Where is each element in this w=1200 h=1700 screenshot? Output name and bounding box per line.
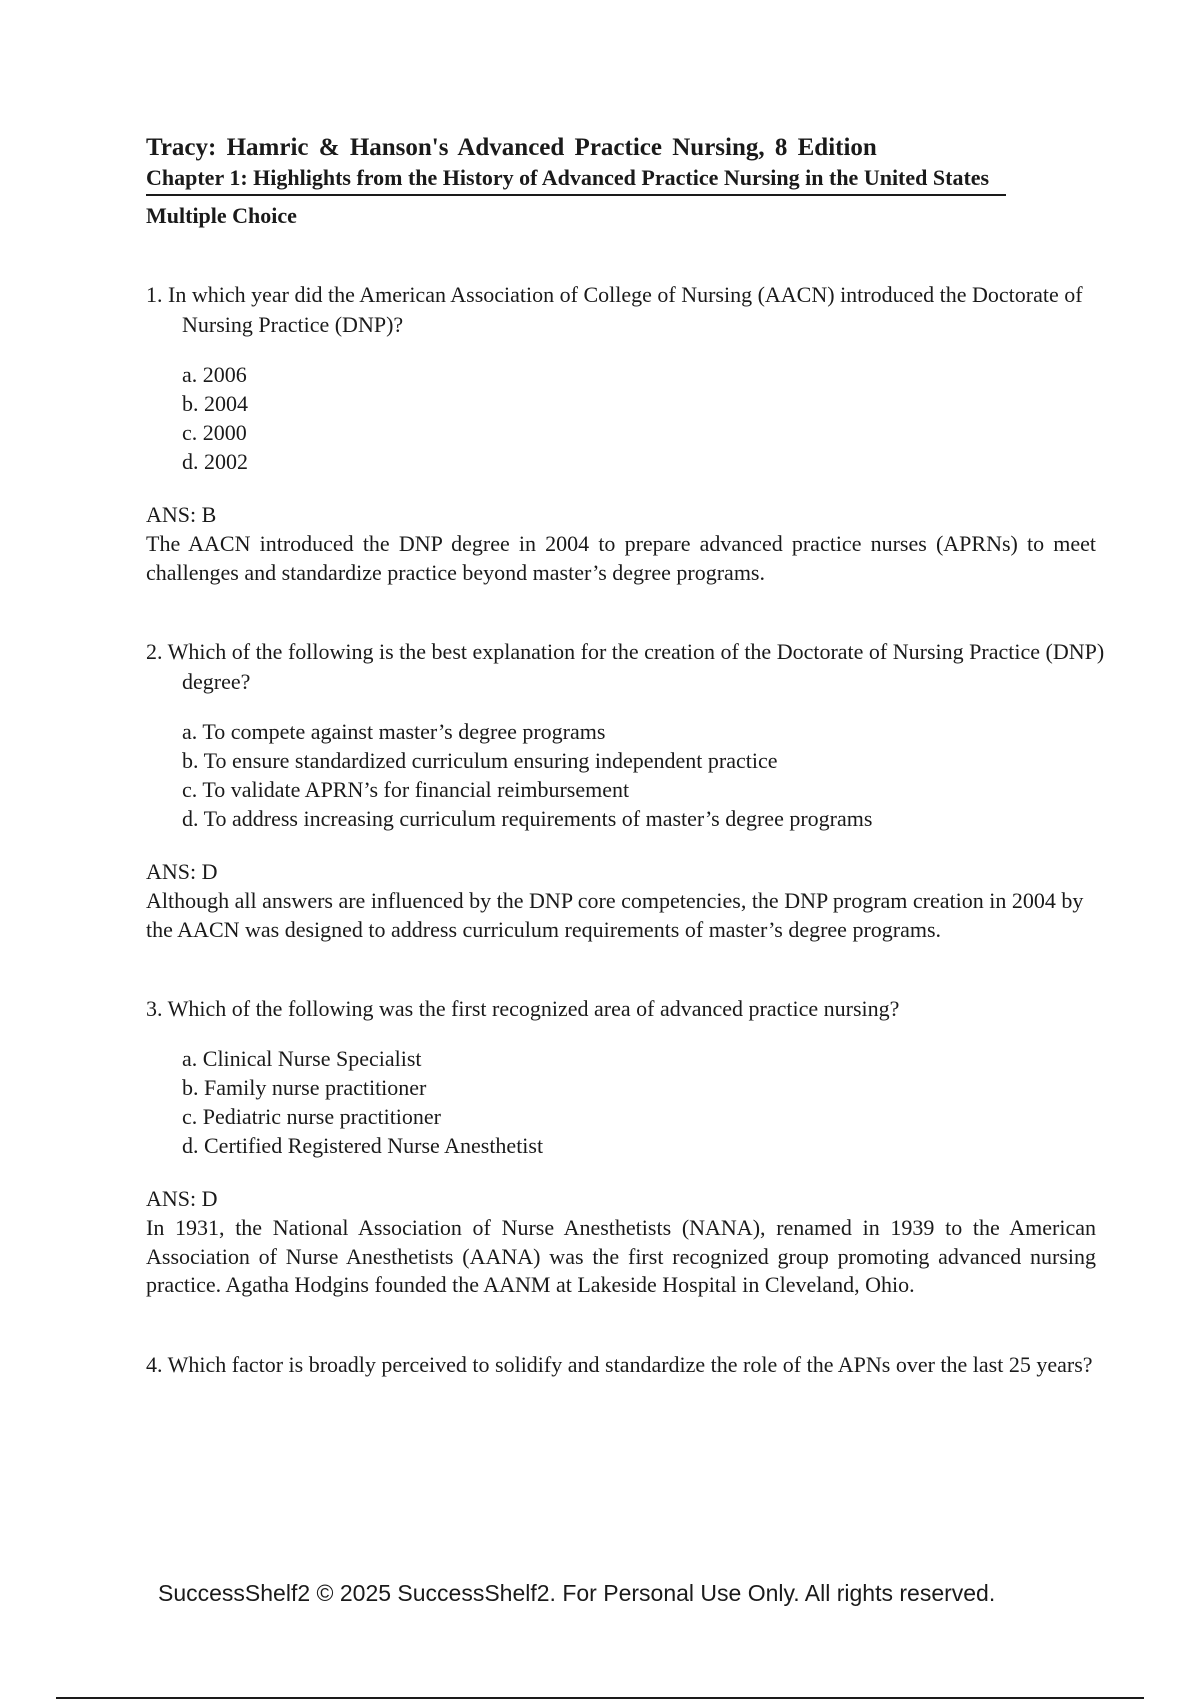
option-a: a. To compete against master’s degree programs xyxy=(182,719,606,744)
option-c: c. To validate APRN’s for financial reimbursement xyxy=(182,777,630,802)
rationale: In 1931, the National Association of Nurse Anesthetists (NANA), renamed in 1939 to the American Association of Nurse Anesthetists (AANA) was the first recognized group promoting advanced nursing practice. Agatha Hodgins founded the AANM at Lakeside Hospital in Cleveland, Ohio. xyxy=(146,1215,1096,1297)
answer-key: ANS: D xyxy=(146,859,218,884)
document-title: Tracy: Hamric & Hanson's Advanced Practice Nursing, 8 Edition xyxy=(146,134,877,161)
chapter-heading: Chapter 1: Highlights from the History of Advanced Practice Nursing in the United States xyxy=(146,164,1006,196)
option-c: c. 2000 xyxy=(182,420,247,445)
option-a: a. 2006 xyxy=(182,362,247,387)
question-1 xyxy=(146,280,1096,587)
question-stem: 3. Which of the following was the first recognized area of advanced practice nursing? xyxy=(146,996,900,1021)
option-d: d. Certified Registered Nurse Anesthetist xyxy=(182,1133,544,1158)
answer-options xyxy=(182,717,1096,833)
rationale: Although all answers are influenced by the DNP core competencies, the DNP program creation in 2004 by the AACN was designed to address curriculum requirements of master’s degree programs. xyxy=(146,888,1084,942)
answer-key: ANS: B xyxy=(146,502,217,527)
option-a: a. Clinical Nurse Specialist xyxy=(182,1046,422,1071)
section-title: Multiple Choice xyxy=(146,203,297,228)
option-b: b. Family nurse practitioner xyxy=(182,1075,427,1100)
question-4 xyxy=(146,1350,1096,1380)
option-d: d. To address increasing curriculum requirements of master’s degree programs xyxy=(182,806,873,831)
footer-divider xyxy=(56,1697,1144,1699)
document-page xyxy=(146,132,1105,1380)
option-c: c. Pediatric nurse practitioner xyxy=(182,1104,442,1129)
option-d: d. 2002 xyxy=(182,449,248,474)
question-stem: 2. Which of the following is the best explanation for the creation of the Doctorate of Nursing Practice (DNP) degree? xyxy=(146,639,1105,694)
answer-key: ANS: D xyxy=(146,1186,218,1211)
option-b: b. To ensure standardized curriculum ensuring independent practice xyxy=(182,748,778,773)
question-3 xyxy=(146,994,1096,1300)
copyright-footer: SuccessShelf2 © 2025 SuccessShelf2. For Personal Use Only. All rights reserved. xyxy=(158,1580,996,1606)
question-stem: 1. In which year did the American Association of College of Nursing (AACN) introduced the Doctorate of Nursing Practice (DNP)? xyxy=(146,282,1083,337)
option-b: b. 2004 xyxy=(182,391,248,416)
question-2 xyxy=(146,637,1105,944)
rationale: The AACN introduced the DNP degree in 2004 to prepare advanced practice nurses (APRNs) to meet challenges and standardize practice beyond master’s degree programs. xyxy=(146,531,1096,585)
answer-options xyxy=(182,1044,1096,1160)
answer-options xyxy=(182,360,1096,476)
question-stem: 4. Which factor is broadly perceived to solidify and standardize the role of the APNs over the last 25 years? xyxy=(146,1351,1093,1377)
